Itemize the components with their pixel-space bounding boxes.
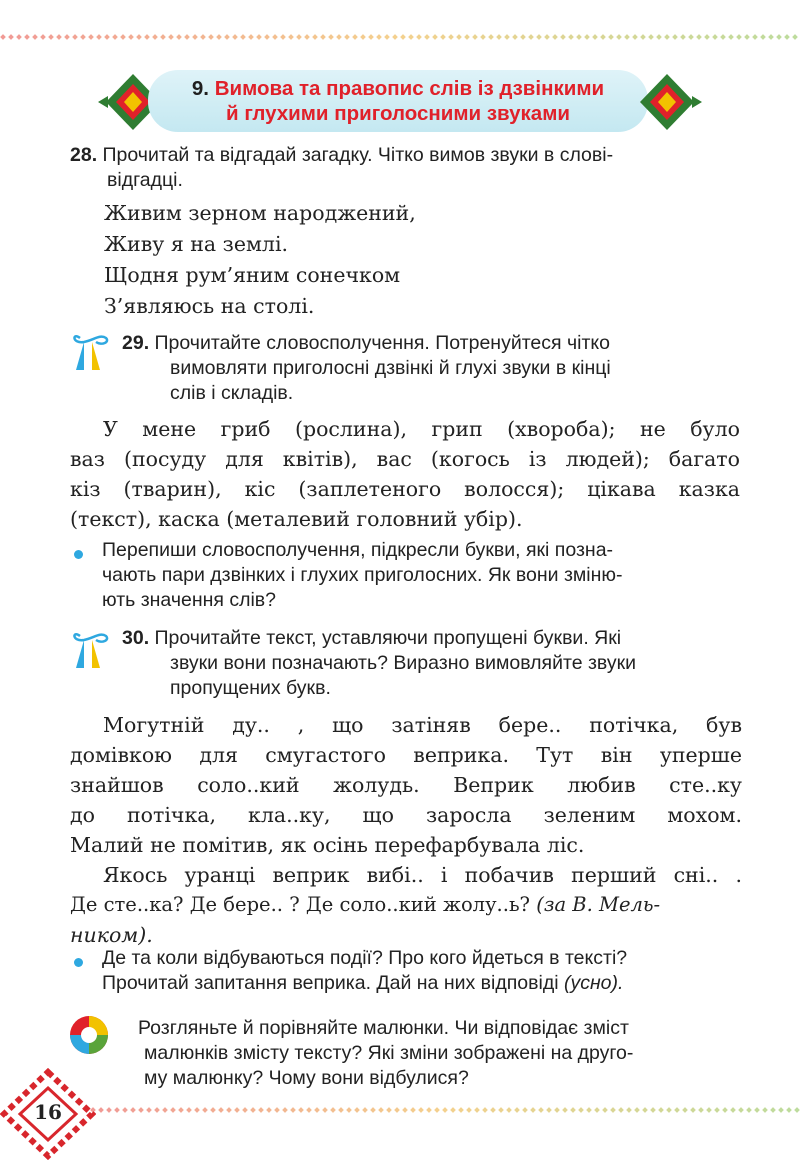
bullet-marker — [74, 550, 83, 559]
bottom-ornament-border — [90, 1105, 800, 1115]
bullet-text-italic: (усно). — [563, 972, 624, 994]
page-number: 16 — [34, 1100, 62, 1124]
task-28 — [70, 143, 770, 193]
bullet-marker — [74, 958, 83, 967]
story-line: Малий не помітив, як осінь перефарбувала ліс. — [70, 833, 585, 857]
story-line: знайшов соло..кий жолудь. Веприк любив сте..ку — [70, 773, 742, 797]
riddle-poem — [104, 198, 416, 322]
phrase-line: У мене гриб (рослина), грип (хвороба); не було — [103, 417, 740, 441]
poem-line: Живу я на землі. — [104, 232, 289, 256]
phrase-line: (текст), каска (металевий головний убір). — [70, 507, 523, 531]
source-attribution: ником). — [70, 923, 153, 947]
task-30-bullet — [102, 946, 752, 996]
task-text: Розгляньте й порівняйте малюнки. Чи відповідає зміст — [138, 1017, 629, 1039]
story-line: домівкою для смугастого веприка. Тут він уперше — [70, 743, 742, 767]
task-text: звуки вони позначають? Виразно вимовляйте звуки — [170, 652, 637, 674]
task-29 — [122, 331, 762, 406]
task-text: малюнків змісту тексту? Які зміни зображені на друго- — [144, 1042, 634, 1064]
task-number: 30. — [122, 627, 150, 649]
phrase-line: ваз (посуду для квітів), вас (когось із людей); багато — [70, 447, 740, 471]
task-text: відгадці. — [107, 169, 183, 191]
task-text: вимовляти приголосні дзвінкі й глухі звуки в кінці — [170, 357, 611, 379]
phrase-line: кіз (тварин), кіс (заплетеного волосся); цікава казка — [70, 477, 740, 501]
poem-line: З’являюсь на столі. — [104, 294, 315, 318]
poem-line: Щодня рум’яним сонечком — [104, 263, 401, 287]
phrases-block — [70, 414, 740, 534]
task-29-bullet — [102, 538, 742, 613]
pair-work-ribbon-icon — [70, 330, 114, 374]
bullet-text: Перепиши словосполучення, підкресли букви, які позна- — [102, 539, 614, 561]
story-line: Якось уранці веприк вибі.. і побачив перший сні.. . — [103, 863, 742, 887]
pair-work-ribbon-icon — [70, 628, 114, 672]
story-line: Де сте..ка? Де бере.. ? Де соло..кий жолу..ь? — [70, 893, 531, 916]
task-text: Прочитай та відгадай загадку. Чітко вимов звуки в слові- — [102, 144, 614, 166]
task-number: 28. — [70, 144, 98, 166]
task-text: Прочитайте словосполучення. Потренуйтеся чітко — [154, 332, 611, 354]
source-attribution: (за В. Мель- — [536, 893, 661, 916]
bullet-text: чають пари дзвінких і глухих приголосних. Як вони зміню- — [102, 564, 623, 586]
final-task — [138, 1016, 758, 1091]
task-number: 29. — [122, 332, 150, 354]
bullet-text: Прочитай запитання веприка. Дай на них відповіді — [102, 972, 559, 994]
task-text: слів і складів. — [170, 382, 294, 404]
task-30 — [122, 626, 762, 701]
color-wheel-icon — [68, 1014, 110, 1056]
top-ornament-border — [0, 32, 800, 42]
story-line: Могутній ду.. , що затіняв бере.. потічка, був — [103, 713, 742, 737]
bullet-text: Де та коли відбуваються події? Про кого йдеться в тексті? — [102, 947, 628, 969]
section-title — [98, 70, 702, 134]
story-line: до потічка, кла..ку, що заросла зеленим мохом. — [70, 803, 742, 827]
poem-line: Живим зерном народжений, — [104, 201, 416, 225]
embroidery-ornament-right — [632, 70, 702, 134]
section-title-line1: Вимова та правопис слів із дзвінкими — [214, 77, 605, 100]
section-title-line2: й глухими приголосними звуками — [226, 102, 570, 125]
bullet-text: ють значення слів? — [102, 589, 277, 611]
story-text — [70, 710, 742, 950]
task-text: пропущених букв. — [170, 677, 331, 699]
task-text: му малюнку? Чому вони відбулися? — [144, 1067, 469, 1089]
section-number: 9. — [191, 77, 209, 100]
task-text: Прочитайте текст, уставляючи пропущені букви. Які — [154, 627, 622, 649]
